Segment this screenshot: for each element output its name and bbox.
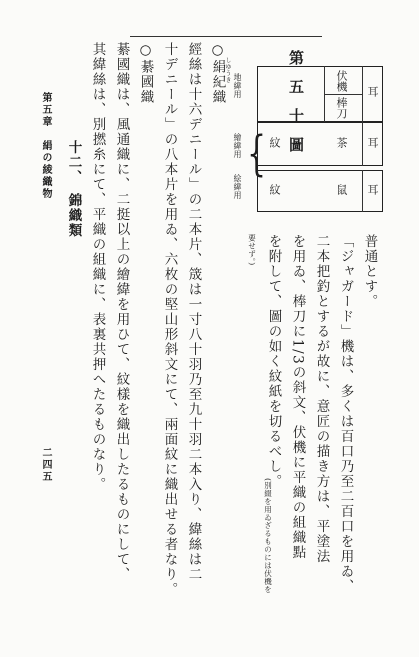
text-col-l6: ○絹紀織: [209, 42, 226, 105]
strip1-cell-top: 伏機: [335, 70, 348, 92]
text-col-l4: 十デニール」の八本片を用ゐ、六枚の堅山形斜文にて、兩面紋に織出せる者なり。: [161, 42, 178, 597]
strip1-divider-h: [324, 94, 362, 95]
brace-mark: {: [247, 126, 267, 183]
section-heading: 十二、 錦織類: [65, 140, 82, 239]
strip3-ear: 耳: [366, 184, 379, 195]
strip3-cell-left: 紋: [268, 184, 281, 195]
text-col-r5: を附して、圖の如く紋紙を切るべし。: [265, 234, 282, 489]
text-col-l2: 綦國織は、風通織に、二挺以上の繪緯を用ひて、紋樣を織出したるものにして、: [113, 42, 130, 582]
strip2-cell-left: 紋: [268, 137, 281, 148]
strip1-divider-b: [362, 66, 363, 122]
strip3-cell-right: 鼠: [335, 184, 348, 195]
side-label-ground-weft: 地緯用: [233, 73, 242, 99]
text-col-r6-note: 要せず。): [247, 234, 257, 266]
text-col-r1: 普通とす。: [361, 234, 378, 309]
text-col-r2: 「ジャガード」機は、多くは百口乃至二百口を用ゐ、: [337, 234, 354, 594]
text-col-l1: 其緯絲は、別撚糸にて、平織の組織に、表裏共押へたるものなり。: [89, 42, 106, 492]
strip1-ear: 耳: [366, 86, 379, 97]
text-col-l6-ruby: しゆうき: [224, 57, 231, 83]
text-col-l5: 經絲は十六デニール」の二本片、筬は一寸八十羽乃至九十羽二本入り、緯絲は二: [185, 42, 202, 582]
side-label-pattern-weft-2: 絵緯用: [233, 174, 242, 200]
text-col-l3: ○綦國織: [137, 42, 154, 105]
chapter-header: 第五章 絹の綾織物: [40, 92, 51, 200]
side-label-pattern-weft-1: 繪緯用: [233, 133, 242, 159]
figure-strip-1: [257, 66, 383, 122]
figure-title: 第五十圖: [287, 50, 305, 166]
strip3-divider: [362, 170, 363, 212]
strip2-ear: 耳: [366, 137, 379, 148]
text-col-r5-note: (別綴を用ゐざるものには伏機を: [263, 478, 273, 594]
page-number: 二四五: [40, 447, 51, 483]
strip1-cell-bottom: 棒刀: [335, 97, 348, 119]
text-col-r4: を用ゐ、棒刀に1/3の斜文、伏機に平織の組織點: [289, 234, 306, 561]
strip2-cell-right: 茶: [335, 137, 348, 148]
top-rule: [130, 36, 322, 37]
text-col-r3: 二本把釣とするが故に、意匠の描き方は、平塗法: [313, 234, 330, 564]
strip2-divider: [362, 122, 363, 166]
